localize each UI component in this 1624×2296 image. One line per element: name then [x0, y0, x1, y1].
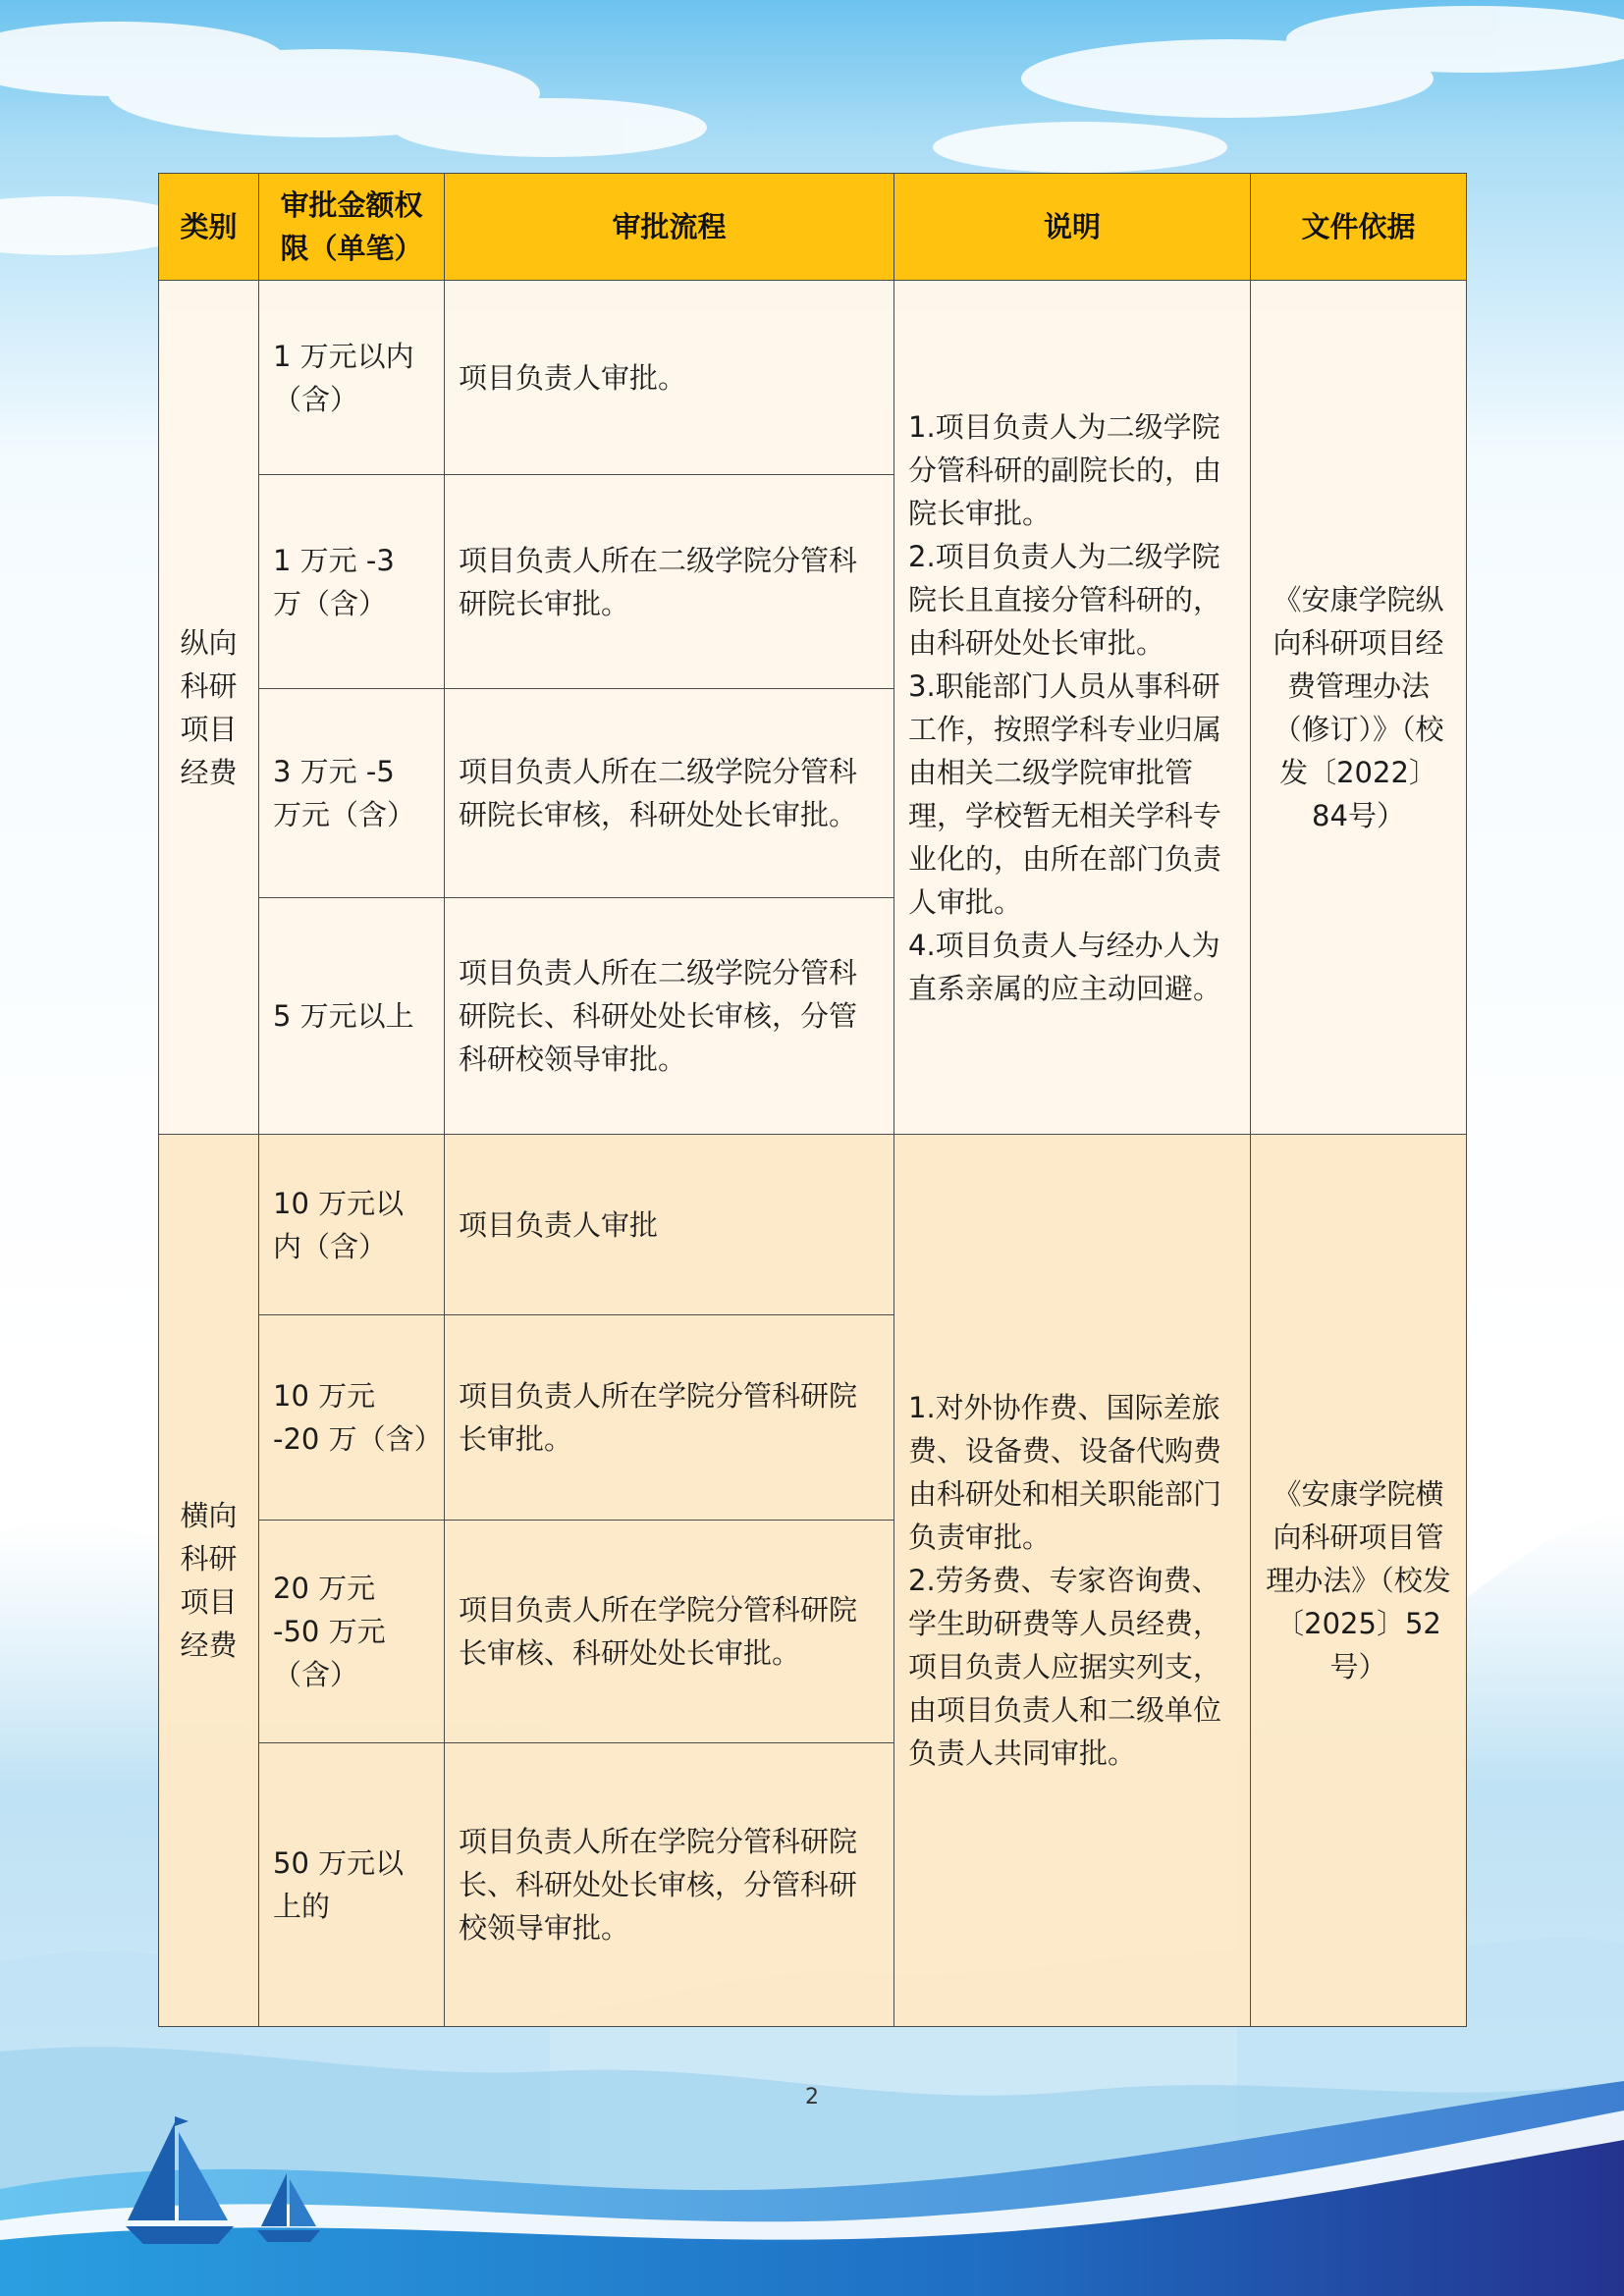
category-cell: 横向科研项目经费 — [159, 1135, 259, 2027]
note-line: 4.项目负责人与经办人为直系亲属的应主动回避。 — [908, 928, 1222, 1005]
process-cell: 项目负责人所在二级学院分管科研院长审批。 — [445, 475, 894, 689]
header-category: 类别 — [159, 174, 259, 281]
amount-cell: 20 万元 -50 万元（含） — [259, 1521, 445, 1743]
basis-cell: 《安康学院纵向科研项目经费管理办法（修订）》（校发〔2022〕84号） — [1251, 281, 1467, 1135]
approval-table — [158, 173, 1467, 2027]
process-cell: 项目负责人所在学院分管科研院长审批。 — [445, 1315, 894, 1521]
category-cell: 纵向科研项目经费 — [159, 281, 259, 1135]
process-cell: 项目负责人所在二级学院分管科研院长、科研处处长审核，分管科研校领导审批。 — [445, 898, 894, 1135]
header-amount-limit: 审批金额权限（单笔） — [259, 174, 445, 281]
basis-cell: 《安康学院横向科研项目管理办法》（校发〔2025〕52号） — [1251, 1135, 1467, 2027]
process-cell: 项目负责人所在学院分管科研院长、科研处处长审核，分管科研校领导审批。 — [445, 1743, 894, 2027]
process-cell: 项目负责人所在学院分管科研院长审核、科研处处长审批。 — [445, 1521, 894, 1743]
process-cell: 项目负责人所在二级学院分管科研院长审核，科研处处长审批。 — [445, 689, 894, 898]
table-row — [159, 281, 1467, 475]
notes-cell — [894, 1135, 1251, 2027]
note-line: 2.劳务费、专家咨询费、学生助研费等人员经费，项目负责人应据实列支，由项目负责人和二级单位负责人共同审批。 — [908, 1564, 1222, 1770]
header-notes: 说明 — [894, 174, 1251, 281]
process-cell: 项目负责人审批 — [445, 1135, 894, 1315]
amount-cell: 5 万元以上 — [259, 898, 445, 1135]
header-basis: 文件依据 — [1251, 174, 1467, 281]
notes-cell — [894, 281, 1251, 1135]
amount-cell: 1 万元以内（含） — [259, 281, 445, 475]
table-row — [159, 1135, 1467, 1315]
header-process: 审批流程 — [445, 174, 894, 281]
amount-cell: 10 万元以内（含） — [259, 1135, 445, 1315]
amount-cell: 10 万元 -20 万（含） — [259, 1315, 445, 1521]
page-number: 2 — [805, 2085, 819, 2109]
table-header-row — [159, 174, 1467, 281]
note-line: 3.职能部门人员从事科研工作，按照学科专业归属由相关二级学院审批管理，学校暂无相关学科专业化的，由所在部门负责人审批。 — [908, 668, 1222, 919]
amount-cell: 50 万元以上的 — [259, 1743, 445, 2027]
process-cell: 项目负责人审批。 — [445, 281, 894, 475]
note-line: 1.项目负责人为二级学院分管科研的副院长的，由院长审批。 — [908, 409, 1222, 530]
approval-table-container — [158, 173, 1466, 2027]
amount-cell: 3 万元 -5 万元（含） — [259, 689, 445, 898]
note-line: 1.对外协作费、国际差旅费、设备费、设备代购费由科研处和相关职能部门负责审批。 — [908, 1391, 1222, 1554]
amount-cell: 1 万元 -3 万（含） — [259, 475, 445, 689]
note-line: 2.项目负责人为二级学院院长且直接分管科研的，由科研处处长审批。 — [908, 539, 1222, 660]
